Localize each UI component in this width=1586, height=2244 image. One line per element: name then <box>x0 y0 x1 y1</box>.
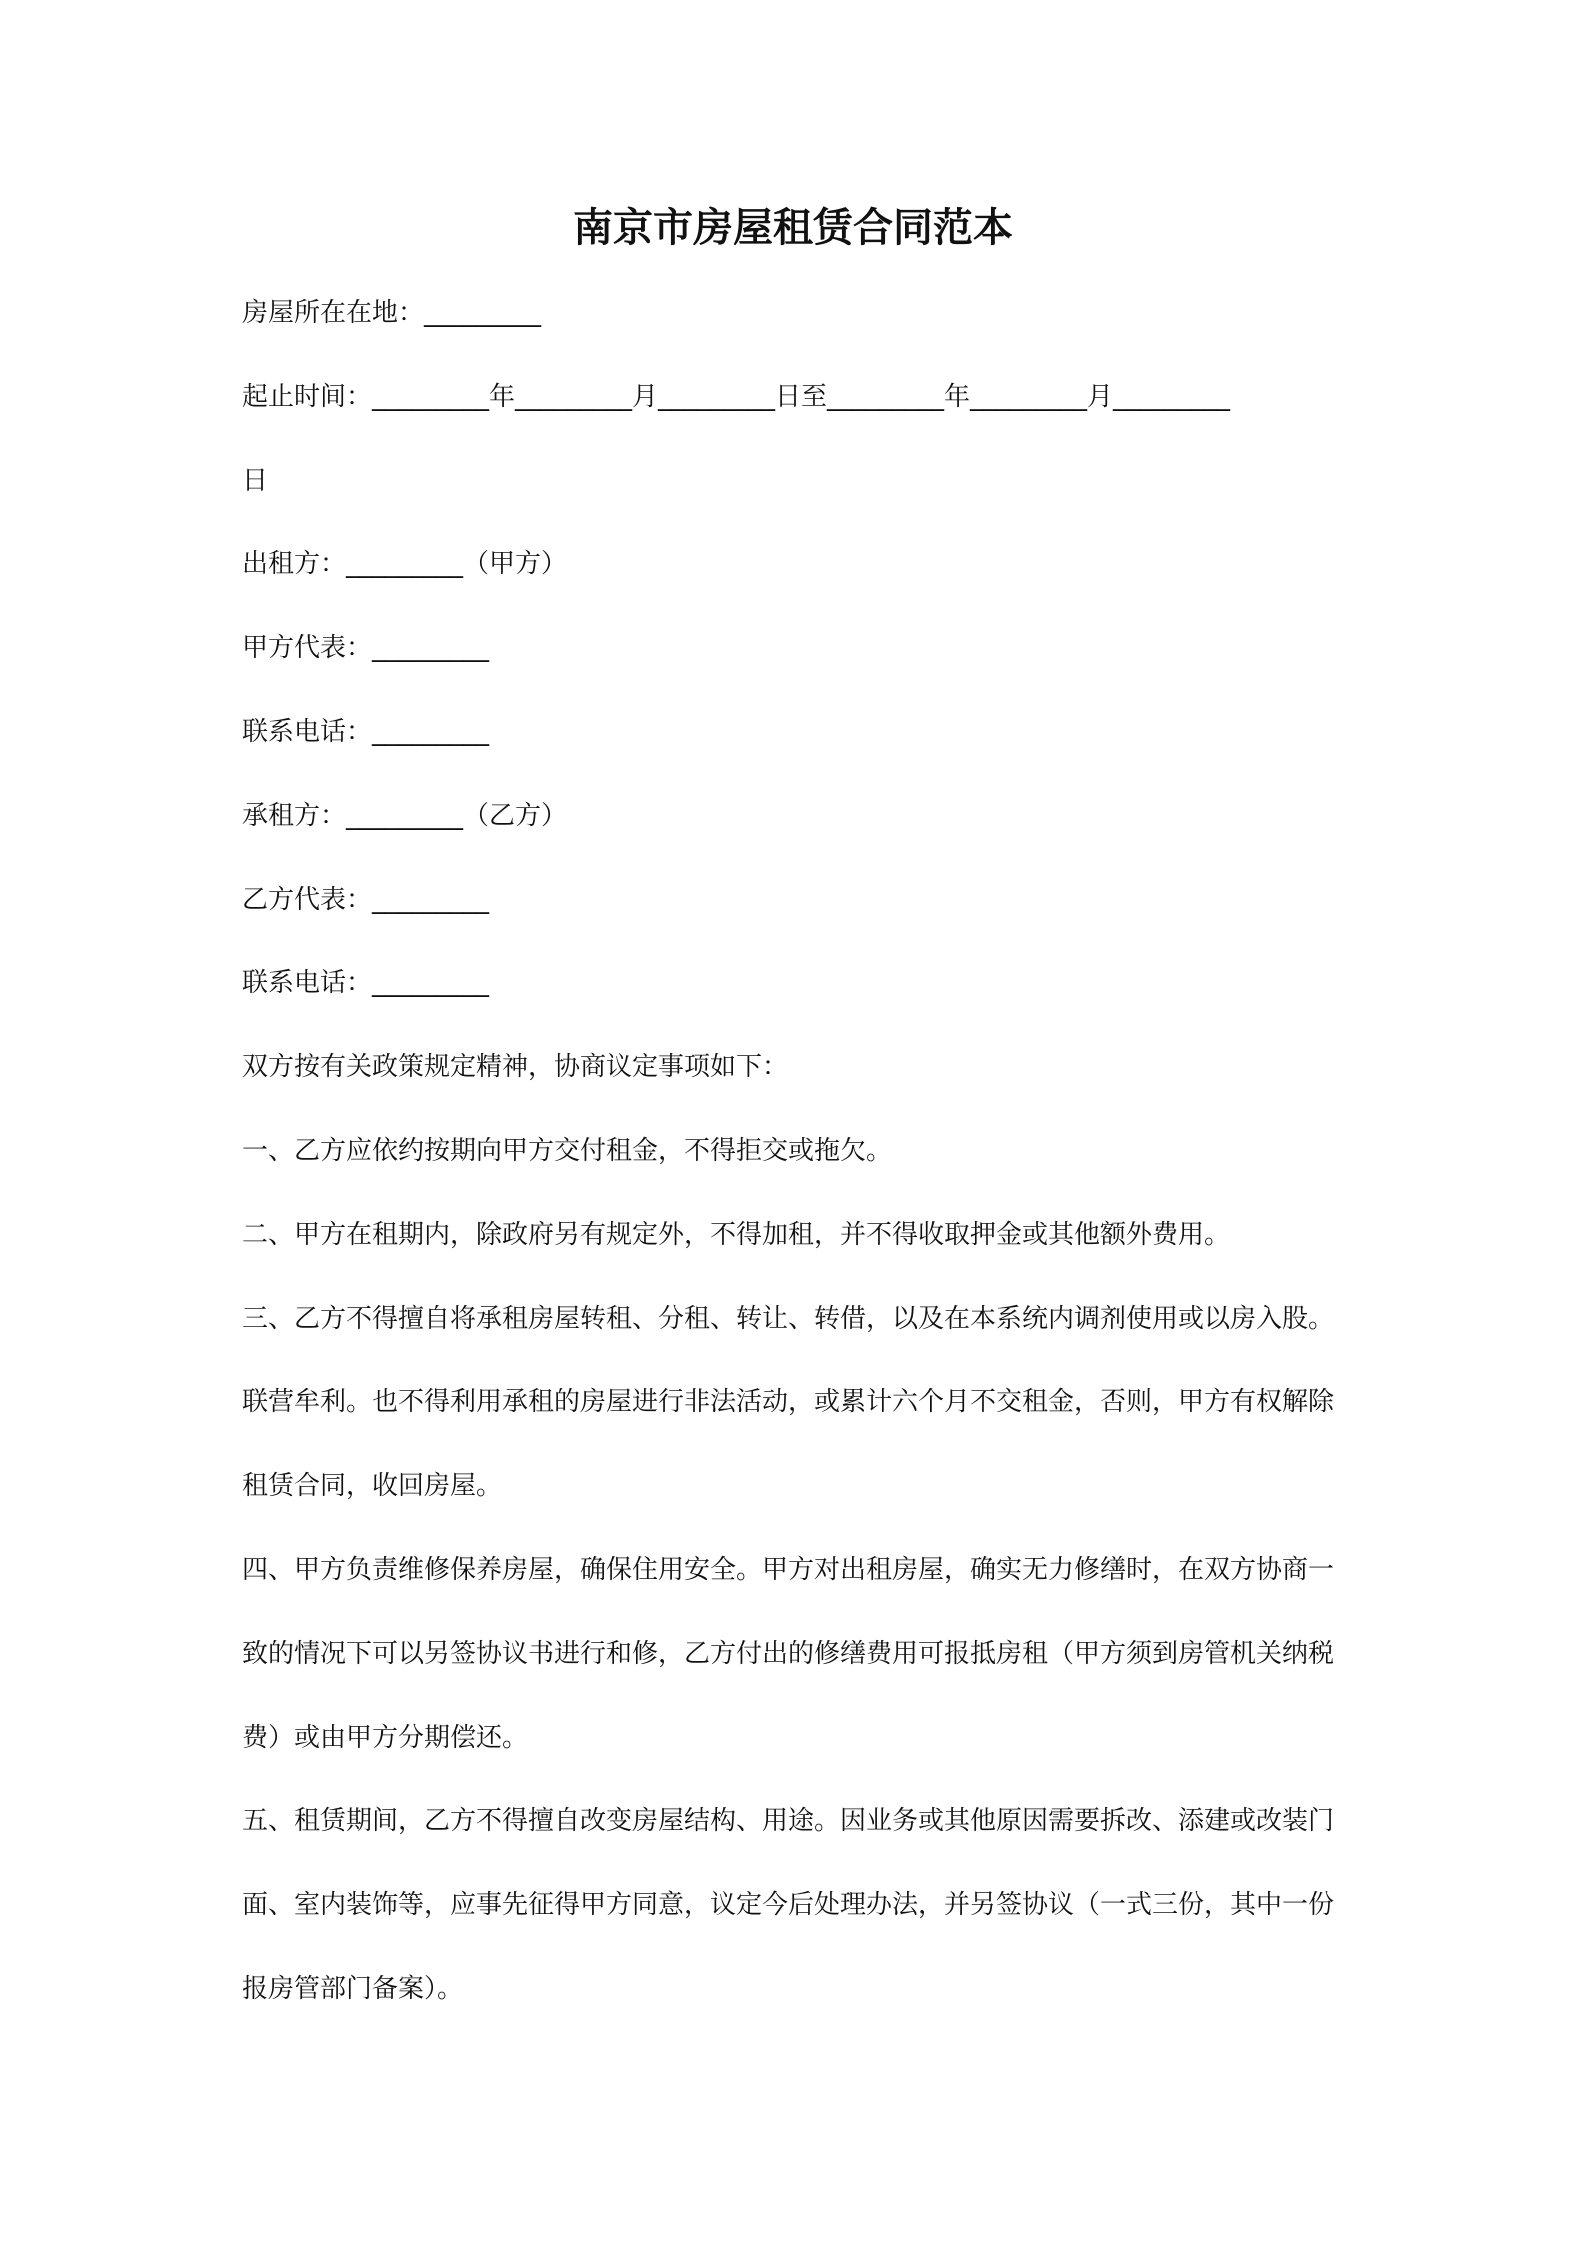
text-line: 二、甲方在租期内，除政府另有规定外，不得加租，并不得收取押金或其他额外费用。 <box>242 1219 1231 1250</box>
text-line: 甲方代表：_________ <box>242 633 490 664</box>
contract-body <box>242 272 1372 2032</box>
text-line: 双方按有关政策规定精神，协商议定事项如下： <box>242 1052 789 1083</box>
text-line: 乙方代表：_________ <box>242 884 490 915</box>
text-line: 联系电话：_________ <box>242 968 490 999</box>
text-line: 三、乙方不得擅自将承租房屋转租、分租、转让、转借，以及在本系统内调剂使用或以房入股。 <box>242 1303 1335 1334</box>
text-line: 承租方：_________（乙方） <box>242 800 568 831</box>
text-line: 租赁合同，收回房屋。 <box>242 1471 503 1502</box>
text-line: 起止时间：_________年_________月_________日至_________年_________月_________ <box>242 381 1231 412</box>
text-line: 房屋所在在地：_________ <box>242 298 542 328</box>
text-line: 联系电话：_________ <box>242 716 490 747</box>
text-line: 出租方：_________（甲方） <box>242 549 568 580</box>
text-line: 四、甲方负责维修保养房屋，确保住用安全。甲方对出租房屋，确实无力修缮时，在双方协商一 <box>242 1554 1335 1585</box>
text-line: 致的情况下可以另签协议书进行和修，乙方付出的修缮费用可报抵房租（甲方须到房管机关纳税 <box>242 1638 1335 1669</box>
text-line: 五、租赁期间，乙方不得擅自改变房屋结构、用途。因业务或其他原因需要拆改、添建或改装门 <box>242 1806 1335 1837</box>
text-line: 费）或由甲方分期偿还。 <box>242 1722 529 1753</box>
text-line: 日 <box>242 465 269 496</box>
text-line: 报房管部门备案）。 <box>242 1973 464 2004</box>
text-line: 面、室内装饰等，应事先征得甲方同意，议定今后处理办法，并另签协议（一式三份，其中一份 <box>242 1890 1335 1921</box>
text-line: 一、乙方应依约按期向甲方交付租金，不得拒交或拖欠。 <box>242 1135 893 1166</box>
document-title: 南京市房屋租赁合同范本 <box>573 205 1013 251</box>
text-line: 联营牟利。也不得利用承租的房屋进行非法活动，或累计六个月不交租金，否则，甲方有权解除 <box>242 1387 1335 1418</box>
